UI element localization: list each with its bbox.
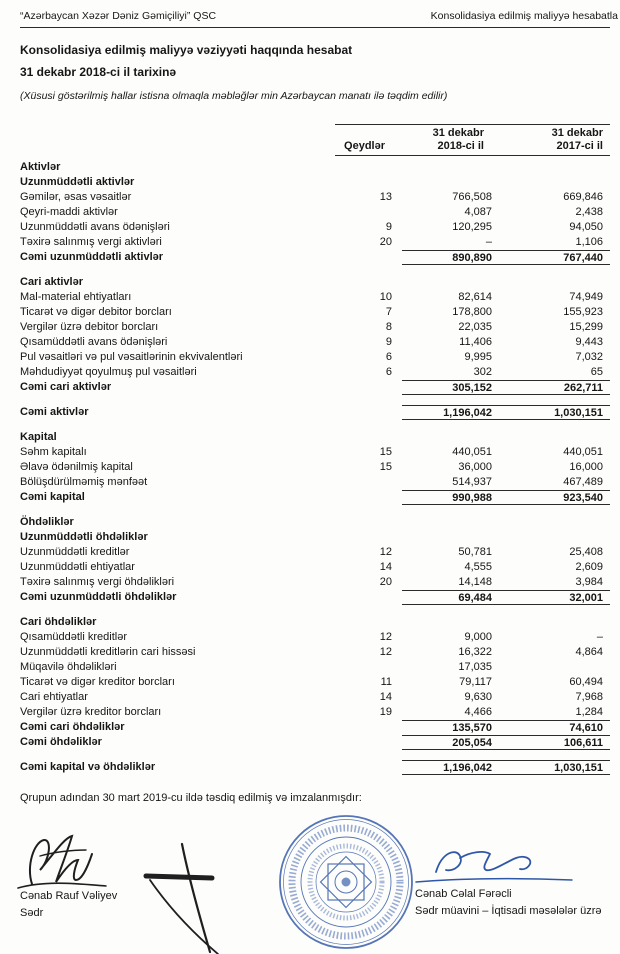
value-2018	[402, 515, 500, 530]
chairman-name: Cənab Rauf Vəliyev	[20, 890, 118, 902]
row-note: 9	[385, 221, 392, 233]
header-spacer	[20, 124, 335, 156]
value-2017: 32,001	[569, 592, 603, 604]
row-values	[402, 545, 610, 560]
row-note: 6	[385, 366, 392, 378]
column-2018-line2: 2018-ci il	[437, 140, 484, 152]
table-row	[20, 350, 610, 365]
total-row	[20, 735, 610, 750]
row-values	[402, 250, 610, 265]
value-2018: 4,555	[464, 561, 492, 573]
header-columns	[335, 124, 610, 156]
value-2017: –	[596, 631, 603, 643]
total-row	[20, 590, 610, 605]
spacer-row	[20, 395, 610, 405]
value-2018	[402, 160, 500, 175]
row-note: 9	[385, 336, 392, 348]
value-2018	[402, 175, 500, 190]
row-note: 20	[379, 576, 392, 588]
spacer-row	[20, 265, 610, 275]
row-label: Cari ehtiyatlar	[20, 691, 88, 703]
row-values	[402, 660, 610, 675]
chairman-signature-icon	[10, 826, 230, 954]
column-2018	[387, 127, 492, 153]
row-values	[402, 630, 610, 645]
value-2018: 9,995	[464, 351, 492, 363]
row-values	[402, 460, 610, 475]
statement-title: Konsolidasiya edilmiş maliyyə vəziyyəti haqqında hesabat	[20, 43, 353, 57]
row-note	[342, 660, 402, 675]
row-values	[402, 235, 610, 250]
value-2017	[500, 430, 610, 445]
row-label: Cəmi kapital və öhdəliklər	[20, 761, 156, 773]
row-label: Cəmi uzunmüddətli öhdəliklər	[20, 591, 177, 603]
row-note: 6	[385, 351, 392, 363]
value-2018: 16,322	[458, 646, 492, 658]
table-row	[20, 305, 610, 320]
spacer-row	[20, 750, 610, 760]
table-row	[20, 545, 610, 560]
value-2017: 106,611	[563, 737, 603, 749]
row-values	[402, 405, 610, 420]
row-note	[342, 175, 402, 190]
value-2018: 305,152	[452, 382, 492, 394]
row-label: Aktivlər	[20, 161, 61, 173]
row-values	[402, 335, 610, 350]
value-2018: 4,087	[464, 206, 492, 218]
row-note: 7	[385, 306, 392, 318]
value-2017: 94,050	[569, 221, 603, 233]
section-row	[20, 430, 610, 445]
table-body	[20, 160, 610, 775]
value-2018	[402, 430, 500, 445]
table-row	[20, 575, 610, 590]
value-2018: 1,196,042	[443, 762, 492, 774]
spacer-row	[20, 505, 610, 515]
value-2018: 11,406	[459, 336, 492, 348]
row-label: Qısamüddətli avans ödənişləri	[20, 336, 168, 348]
row-label: Ticarət və digər debitor borcları	[20, 306, 172, 318]
value-2018: 120,295	[452, 221, 492, 233]
total-row	[20, 760, 610, 775]
section-row	[20, 160, 610, 175]
row-label: Ticarət və digər kreditor borcları	[20, 676, 175, 688]
table-row	[20, 690, 610, 705]
row-label: Uzunmüddətli kreditlər	[20, 546, 130, 558]
value-2018: 17,035	[458, 661, 492, 673]
row-note	[342, 380, 402, 395]
row-label: Cari aktivlər	[20, 276, 83, 288]
row-label: Mal-material ehtiyatları	[20, 291, 132, 303]
row-note	[342, 430, 402, 445]
running-header	[20, 10, 618, 28]
value-2017	[500, 615, 610, 630]
value-2018	[402, 615, 500, 630]
row-note: 14	[379, 691, 392, 703]
spacer-row	[20, 420, 610, 430]
value-2018: 79,117	[459, 676, 492, 688]
column-notes: Qeydlər	[344, 140, 385, 152]
row-label: Təxirə salınmış vergi öhdəlikləri	[20, 576, 175, 588]
value-2017	[500, 160, 610, 175]
row-label: Öhdəliklər	[20, 516, 74, 528]
total-row	[20, 720, 610, 735]
total-row	[20, 490, 610, 505]
total-row	[20, 380, 610, 395]
value-2017: 1,030,151	[554, 407, 603, 419]
value-2018: 205,054	[452, 737, 492, 749]
row-note: 15	[379, 461, 392, 473]
total-row	[20, 405, 610, 420]
row-values	[402, 720, 610, 735]
deputy-name: Cənab Cəlal Fərəcli	[415, 888, 512, 900]
value-2018: 4,466	[464, 706, 492, 718]
row-values	[402, 490, 610, 505]
row-values	[402, 690, 610, 705]
row-note	[342, 405, 402, 420]
value-2017: 467,489	[563, 476, 603, 488]
row-values	[402, 305, 610, 320]
row-label: Qısamüddətli kreditlər	[20, 631, 127, 643]
row-values	[402, 705, 610, 720]
table-row	[20, 460, 610, 475]
section-row	[20, 530, 610, 545]
section-row	[20, 515, 610, 530]
row-values	[402, 190, 610, 205]
value-2018: 440,051	[452, 446, 492, 458]
row-values	[402, 205, 610, 220]
value-2017: 16,000	[569, 461, 603, 473]
row-values	[402, 160, 610, 175]
column-2018-line1: 31 dekabr	[432, 127, 484, 139]
row-label: Uzunmüddətli kreditlərin cari hissəsi	[20, 646, 196, 658]
value-2017: 65	[590, 366, 603, 378]
column-2017-line1: 31 dekabr	[551, 127, 603, 139]
row-note	[342, 530, 402, 545]
company-stamp-icon	[276, 812, 416, 952]
row-values	[402, 320, 610, 335]
report-name: Konsolidasiya edilmiş maliyyə hesabatla	[430, 10, 618, 22]
deputy-role: Sədr müavini – İqtisadi məsələlər üzrə	[415, 905, 602, 917]
value-2017: 15,299	[569, 321, 603, 333]
row-label: Səhm kapitalı	[20, 446, 87, 458]
column-2017	[492, 127, 610, 153]
row-label: Cəmi öhdəliklər	[20, 736, 102, 748]
value-2017: 60,494	[569, 676, 603, 688]
row-note: 10	[379, 291, 392, 303]
row-note: 15	[379, 446, 392, 458]
table-row	[20, 660, 610, 675]
row-values	[402, 365, 610, 380]
row-values	[402, 560, 610, 575]
row-label: Uzunmüddətli öhdəliklər	[20, 531, 148, 543]
value-2017	[500, 660, 610, 675]
row-values	[402, 380, 610, 395]
value-2018: 9,630	[464, 691, 492, 703]
value-2018: 50,781	[458, 546, 492, 558]
value-2017	[500, 515, 610, 530]
table-row	[20, 235, 610, 250]
row-note: 11	[380, 676, 392, 688]
row-values	[402, 575, 610, 590]
value-2018: 22,035	[458, 321, 492, 333]
value-2017: 9,443	[575, 336, 603, 348]
row-values	[402, 220, 610, 235]
row-note: 13	[379, 191, 392, 203]
row-note	[342, 160, 402, 175]
value-2018: 82,614	[458, 291, 492, 303]
row-label: Uzunmüddətli avans ödənişləri	[20, 221, 170, 233]
row-label: Vergilər üzrə debitor borcları	[20, 321, 159, 333]
row-note: 20	[379, 236, 392, 248]
spacer-row	[20, 605, 610, 615]
row-values	[402, 590, 610, 605]
row-values	[402, 445, 610, 460]
row-values	[402, 175, 610, 190]
value-2017: 2,609	[575, 561, 603, 573]
row-note	[342, 490, 402, 505]
row-label: Cari öhdəliklər	[20, 616, 97, 628]
row-label: Cəmi aktivlər	[20, 406, 89, 418]
row-label: Gəmilər, əsas vəsaitlər	[20, 191, 132, 203]
row-note	[342, 250, 402, 265]
row-values	[402, 290, 610, 305]
value-2017	[500, 275, 610, 290]
row-label: Müqavilə öhdəlikləri	[20, 661, 117, 673]
value-2018: 36,000	[458, 461, 492, 473]
row-values	[402, 515, 610, 530]
table-row	[20, 560, 610, 575]
value-2018: –	[485, 236, 492, 248]
value-2018	[402, 275, 500, 290]
row-values	[402, 530, 610, 545]
value-2017: 1,030,151	[554, 762, 603, 774]
value-2017: 4,864	[575, 646, 603, 658]
row-values	[402, 430, 610, 445]
row-label: Uzunmüddətli ehtiyatlar	[20, 561, 135, 573]
value-2017: 923,540	[563, 492, 603, 504]
section-row	[20, 175, 610, 190]
table-row	[20, 335, 610, 350]
row-values	[402, 760, 610, 775]
chairman-role: Sədr	[20, 907, 44, 919]
row-note	[342, 275, 402, 290]
deputy-signature-icon	[412, 842, 578, 890]
total-row	[20, 250, 610, 265]
value-2018: 1,196,042	[443, 407, 492, 419]
value-2017: 440,051	[563, 446, 603, 458]
row-note	[342, 590, 402, 605]
row-label: Bölüşdürülməmiş mənfəət	[20, 476, 148, 488]
value-2017: 7,032	[575, 351, 603, 363]
row-note: 14	[379, 561, 392, 573]
table-row	[20, 705, 610, 720]
row-note	[342, 475, 402, 490]
row-label: Əlavə ödənilmiş kapital	[20, 461, 133, 473]
value-2018: 890,890	[452, 252, 492, 264]
value-2017	[500, 175, 610, 190]
row-label: Vergilər üzrə kreditor borcları	[20, 706, 162, 718]
row-values	[402, 735, 610, 750]
table-row	[20, 190, 610, 205]
value-2018: 178,800	[452, 306, 492, 318]
row-values	[402, 350, 610, 365]
row-values	[402, 615, 610, 630]
row-note	[342, 205, 402, 220]
row-note	[342, 735, 402, 750]
value-2018: 14,148	[458, 576, 492, 588]
table-row	[20, 675, 610, 690]
value-2018: 766,508	[452, 191, 492, 203]
row-note: 8	[385, 321, 392, 333]
row-label: Pul vəsaitləri və pul vəsaitlərinin ekvivalentləri	[20, 351, 243, 363]
statement-date: 31 dekabr 2018-ci il tarixinə	[20, 65, 177, 79]
section-row	[20, 275, 610, 290]
row-values	[402, 675, 610, 690]
value-2018: 135,570	[452, 722, 492, 734]
section-row	[20, 615, 610, 630]
value-2017	[500, 530, 610, 545]
value-2017: 1,284	[575, 706, 603, 718]
row-values	[402, 475, 610, 490]
value-2017: 669,846	[563, 191, 603, 203]
row-label: Cəmi cari aktivlər	[20, 381, 112, 393]
value-2017: 1,106	[575, 236, 603, 248]
row-note: 12	[379, 631, 392, 643]
value-2017: 74,610	[569, 722, 603, 734]
value-2017: 74,949	[569, 291, 603, 303]
value-2018: 69,484	[458, 592, 492, 604]
currency-note: (Xüsusi göstərilmiş hallar istisna olmaqla məbləğlər min Azərbaycan manatı ilə təqdim edilir)	[20, 90, 448, 102]
row-label: Qeyri-maddi aktivlər	[20, 206, 118, 218]
row-note	[342, 720, 402, 735]
row-values	[402, 275, 610, 290]
row-note	[342, 515, 402, 530]
value-2017: 3,984	[575, 576, 603, 588]
row-note: 12	[379, 646, 392, 658]
table-row	[20, 205, 610, 220]
value-2017: 155,923	[563, 306, 603, 318]
value-2018: 990,988	[452, 492, 492, 504]
value-2018: 302	[473, 366, 492, 378]
value-2018: 9,000	[464, 631, 492, 643]
balance-sheet-table	[20, 124, 610, 775]
row-label: Cəmi cari öhdəliklər	[20, 721, 125, 733]
value-2017: 25,408	[569, 546, 603, 558]
approval-statement: Qrupun adından 30 mart 2019-cu ildə təsdiq edilmiş və imzalanmışdır:	[20, 792, 362, 804]
column-2017-line2: 2017-ci il	[556, 140, 603, 152]
row-label: Cəmi uzunmüddətli aktivlər	[20, 251, 164, 263]
row-label: Təxirə salınmış vergi aktivləri	[20, 236, 162, 248]
table-row	[20, 220, 610, 235]
row-label: Məhdudiyyət qoyulmuş pul vəsaitləri	[20, 366, 197, 378]
table-row	[20, 320, 610, 335]
row-label: Kapital	[20, 431, 57, 443]
table-row	[20, 290, 610, 305]
table-row	[20, 630, 610, 645]
table-header	[20, 124, 610, 156]
row-label: Uzunmüddətli aktivlər	[20, 176, 135, 188]
row-note	[342, 615, 402, 630]
row-label: Cəmi kapital	[20, 491, 85, 503]
table-row	[20, 445, 610, 460]
row-note: 12	[379, 546, 392, 558]
value-2018	[402, 530, 500, 545]
table-row	[20, 645, 610, 660]
table-row	[20, 475, 610, 490]
value-2017: 2,438	[575, 206, 603, 218]
value-2017: 7,968	[575, 691, 603, 703]
company-name: “Azərbaycan Xəzər Dəniz Gəmiçiliyi” QSC	[20, 10, 217, 22]
table-row	[20, 365, 610, 380]
row-values	[402, 645, 610, 660]
value-2017: 262,711	[563, 382, 603, 394]
row-note	[342, 760, 402, 775]
row-note: 19	[379, 706, 392, 718]
value-2017: 767,440	[563, 252, 603, 264]
value-2018: 514,937	[452, 476, 492, 488]
